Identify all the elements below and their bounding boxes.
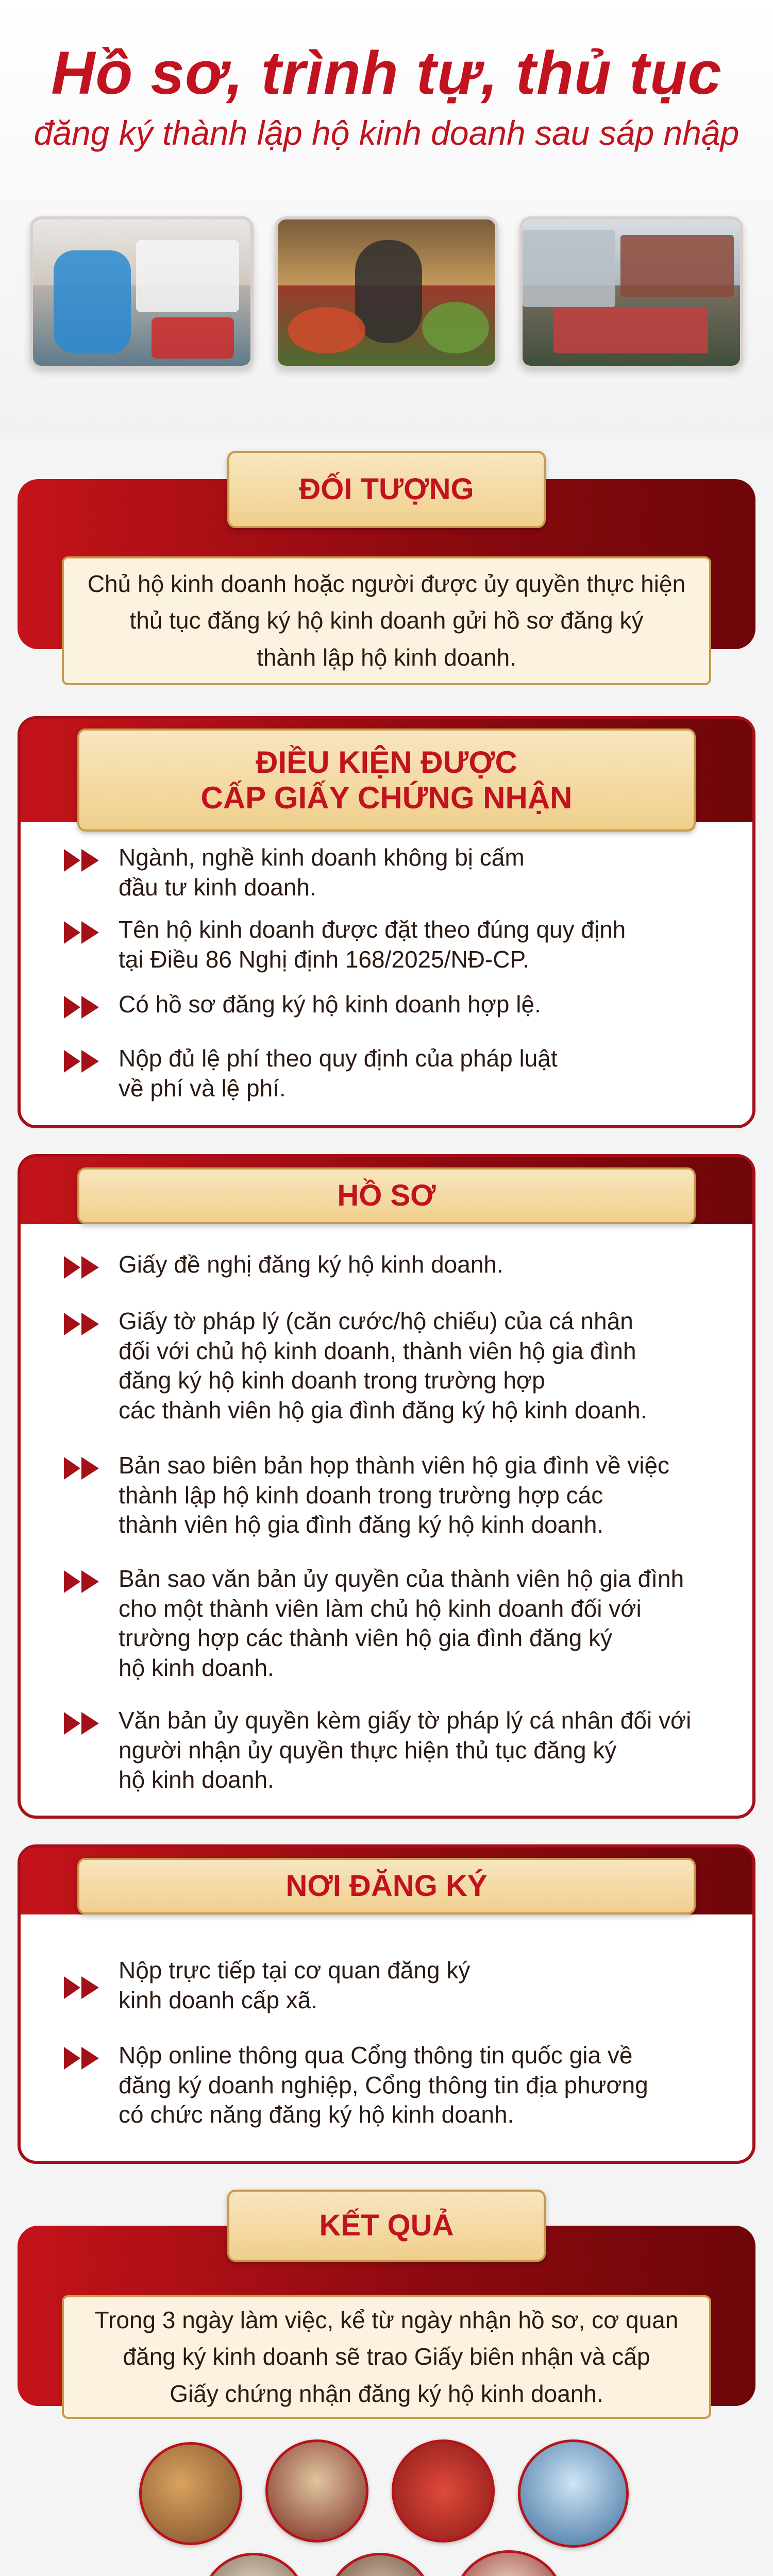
double-arrow-icon — [62, 1568, 105, 1595]
double-arrow-icon — [62, 1710, 105, 1737]
ket-qua-line-1: Trong 3 ngày làm việc, kể từ ngày nhận hồ sơ, cơ quan — [94, 2307, 679, 2334]
ho-so-item-2-line-1: Giấy tờ pháp lý (căn cước/hộ chiếu) của cá nhân — [119, 1308, 633, 1334]
ho-so-item-5-line-2: người nhận ủy quyền thực hiện thủ tục đăng ký — [119, 1736, 617, 1764]
noi-dang-ky-item-2-line-2: đăng ký doanh nghiệp, Cổng thông tin địa phương — [119, 2071, 648, 2098]
ho-so-item-3-line-1: Bản sao biên bản họp thành viên hộ gia đình về việc — [119, 1452, 670, 1479]
ho-so-item — [62, 1564, 732, 1683]
double-arrow-icon — [62, 2045, 105, 2072]
dieu-kien-item — [62, 1044, 732, 1103]
header — [0, 0, 773, 433]
double-arrow-icon — [62, 1311, 105, 1337]
ho-so-title — [77, 1167, 696, 1224]
dieu-kien-item-4-line-1: Nộp đủ lệ phí theo quy định của pháp luật — [119, 1045, 558, 1072]
ho-so-panel — [18, 1154, 755, 1819]
ket-qua-title — [227, 2190, 546, 2262]
noi-dang-ky-item-2-line-3: có chức năng đăng ký hộ kinh doanh. — [119, 2101, 514, 2128]
dieu-kien-item-3-line-1: Có hồ sơ đăng ký hộ kinh doanh hợp lệ. — [119, 991, 541, 1018]
dieu-kien-item-2-line-1: Tên hộ kinh doanh được đặt theo đúng quy định — [119, 916, 626, 943]
ho-so-item-4-line-4: hộ kinh doanh. — [119, 1654, 274, 1681]
result-photo-4 — [518, 2439, 629, 2548]
ho-so-item-3-line-2: thành lập hộ kinh doanh trong trường hợp các — [119, 1481, 603, 1509]
result-photo-1 — [139, 2442, 242, 2545]
noi-dang-ky-item — [62, 1956, 732, 2015]
double-arrow-icon — [62, 847, 105, 874]
doi-tuong-title — [227, 451, 546, 528]
result-photo-2 — [265, 2439, 368, 2543]
noi-dang-ky-item — [62, 2041, 732, 2130]
dieu-kien-title-line-2: CẤP GIẤY CHỨNG NHẬN — [200, 781, 573, 815]
page-title: Hồ sơ, trình tự, thủ tục — [51, 39, 722, 107]
result-photo-6 — [327, 2553, 433, 2576]
ho-so-item-2-line-4: các thành viên hộ gia đình đăng ký hộ kinh doanh. — [119, 1396, 647, 1423]
ho-so-item — [62, 1307, 732, 1425]
ho-so-item-4-line-1: Bản sao văn bản ủy quyền của thành viên hộ gia đình — [119, 1565, 684, 1592]
noi-dang-ky-item-2-line-1: Nộp online thông qua Cổng thông tin quốc gia về — [119, 2042, 633, 2069]
ket-qua-title-text: KẾT QUẢ — [319, 2208, 454, 2242]
noi-dang-ky-title-text: NƠI ĐĂNG KÝ — [285, 1869, 488, 1903]
header-photo-appliance-store — [30, 216, 254, 369]
header-photo-grocery-store — [275, 216, 498, 369]
dieu-kien-item-1-line-2: đầu tư kinh doanh. — [119, 873, 316, 901]
ket-qua-line-3: Giấy chứng nhận đăng ký hộ kinh doanh. — [170, 2380, 603, 2407]
double-arrow-icon — [62, 1048, 105, 1075]
dieu-kien-item — [62, 843, 732, 902]
dieu-kien-item-4-line-2: về phí và lệ phí. — [119, 1074, 286, 1101]
ho-so-item-2-line-3: đăng ký hộ kinh doanh trong trường hợp — [119, 1367, 545, 1394]
ho-so-item-2-line-2: đối với chủ hộ kinh doanh, thành viên hộ gia đình — [119, 1337, 636, 1364]
dieu-kien-panel — [18, 716, 755, 1128]
doi-tuong-line-3: thành lập hộ kinh doanh. — [257, 643, 516, 671]
dieu-kien-title-line-1: ĐIỀU KIỆN ĐƯỢC — [256, 745, 517, 779]
noi-dang-ky-item-1-line-2: kinh doanh cấp xã. — [119, 1986, 318, 2013]
doi-tuong-line-2: thủ tục đăng ký hộ kinh doanh gửi hồ sơ đăng ký — [129, 607, 644, 634]
result-photo-7 — [453, 2550, 564, 2576]
ho-so-item-5-line-3: hộ kinh doanh. — [119, 1766, 274, 1793]
double-arrow-icon — [62, 919, 105, 946]
doi-tuong-line-1: Chủ hộ kinh doanh hoặc người được ủy quyền thực hiện — [87, 570, 686, 598]
double-arrow-icon — [62, 1974, 105, 2001]
ho-so-item — [62, 1250, 732, 1280]
ho-so-item-3-line-3: thành viên hộ gia đình đăng ký hộ kinh doanh. — [119, 1511, 604, 1538]
page-subtitle: đăng ký thành lập hộ kinh doanh sau sáp nhập — [33, 114, 740, 152]
result-photo-5 — [201, 2553, 307, 2576]
dieu-kien-item — [62, 915, 732, 974]
noi-dang-ky-panel — [18, 1844, 755, 2164]
dieu-kien-item-1-line-1: Ngành, nghề kinh doanh không bị cấm — [119, 844, 525, 871]
noi-dang-ky-title — [77, 1858, 696, 1914]
ket-qua-card — [62, 2295, 711, 2419]
ho-so-title-text: HỒ SƠ — [337, 1178, 436, 1212]
dieu-kien-item-2-line-2: tại Điều 86 Nghị định 168/2025/NĐ-CP. — [119, 945, 529, 973]
ket-qua-line-2: đăng ký kinh doanh sẽ trao Giấy biên nhận và cấp — [123, 2343, 650, 2370]
doi-tuong-title-text: ĐỐI TƯỢNG — [299, 472, 474, 506]
header-photo-street-shops — [519, 216, 743, 369]
double-arrow-icon — [62, 994, 105, 1021]
ho-so-item-5-line-1: Văn bản ủy quyền kèm giấy tờ pháp lý cá nhân đối với — [119, 1707, 692, 1734]
doi-tuong-card — [62, 556, 711, 685]
ho-so-item-4-line-2: cho một thành viên làm chủ hộ kinh doanh đối với — [119, 1595, 642, 1622]
double-arrow-icon — [62, 1455, 105, 1482]
result-photo-3 — [392, 2439, 495, 2543]
dieu-kien-item — [62, 990, 732, 1020]
noi-dang-ky-item-1-line-1: Nộp trực tiếp tại cơ quan đăng ký — [119, 1957, 470, 1984]
double-arrow-icon — [62, 1254, 105, 1281]
ho-so-item-4-line-3: trường hợp các thành viên hộ gia đình đăng ký — [119, 1624, 613, 1651]
ho-so-item-1-line-1: Giấy đề nghị đăng ký hộ kinh doanh. — [119, 1251, 503, 1278]
ho-so-item — [62, 1451, 732, 1540]
dieu-kien-title — [77, 728, 696, 832]
ho-so-item — [62, 1706, 732, 1795]
